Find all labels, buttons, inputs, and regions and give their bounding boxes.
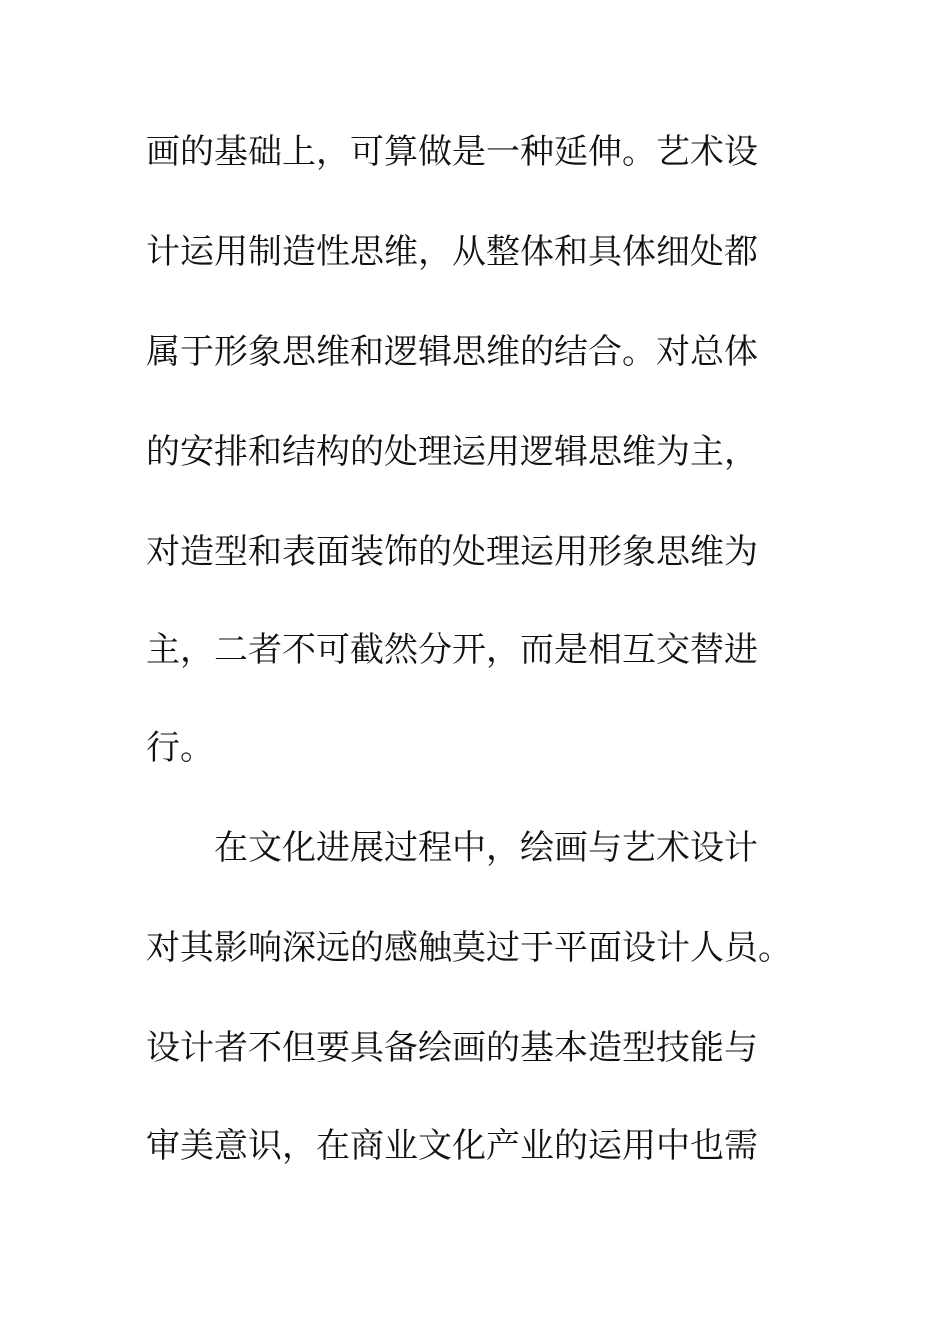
text-line-6: 主，二者不可截然分开，而是相互交替进 xyxy=(146,630,758,670)
text-line-5: 对造型和表面装饰的处理运用形象思维为 xyxy=(146,532,758,572)
text-line-4: 的安排和结构的处理运用逻辑思维为主， xyxy=(146,432,758,472)
text-line-1: 画的基础上，可算做是一种延伸。艺术设 xyxy=(146,132,758,172)
paragraph-start-line: 在文化进展过程中，绘画与艺术设计 xyxy=(214,828,758,868)
text-line-9: 对其影响深远的感触莫过于平面设计人员。 xyxy=(146,928,792,968)
text-line-2: 计运用制造性思维，从整体和具体细处都 xyxy=(146,232,758,272)
text-line-11: 审美意识，在商业文化产业的运用中也需 xyxy=(146,1126,758,1166)
text-line-7: 行。 xyxy=(146,728,214,768)
text-line-10: 设计者不但要具备绘画的基本造型技能与 xyxy=(146,1028,758,1068)
text-line-3: 属于形象思维和逻辑思维的结合。对总体 xyxy=(146,332,758,372)
